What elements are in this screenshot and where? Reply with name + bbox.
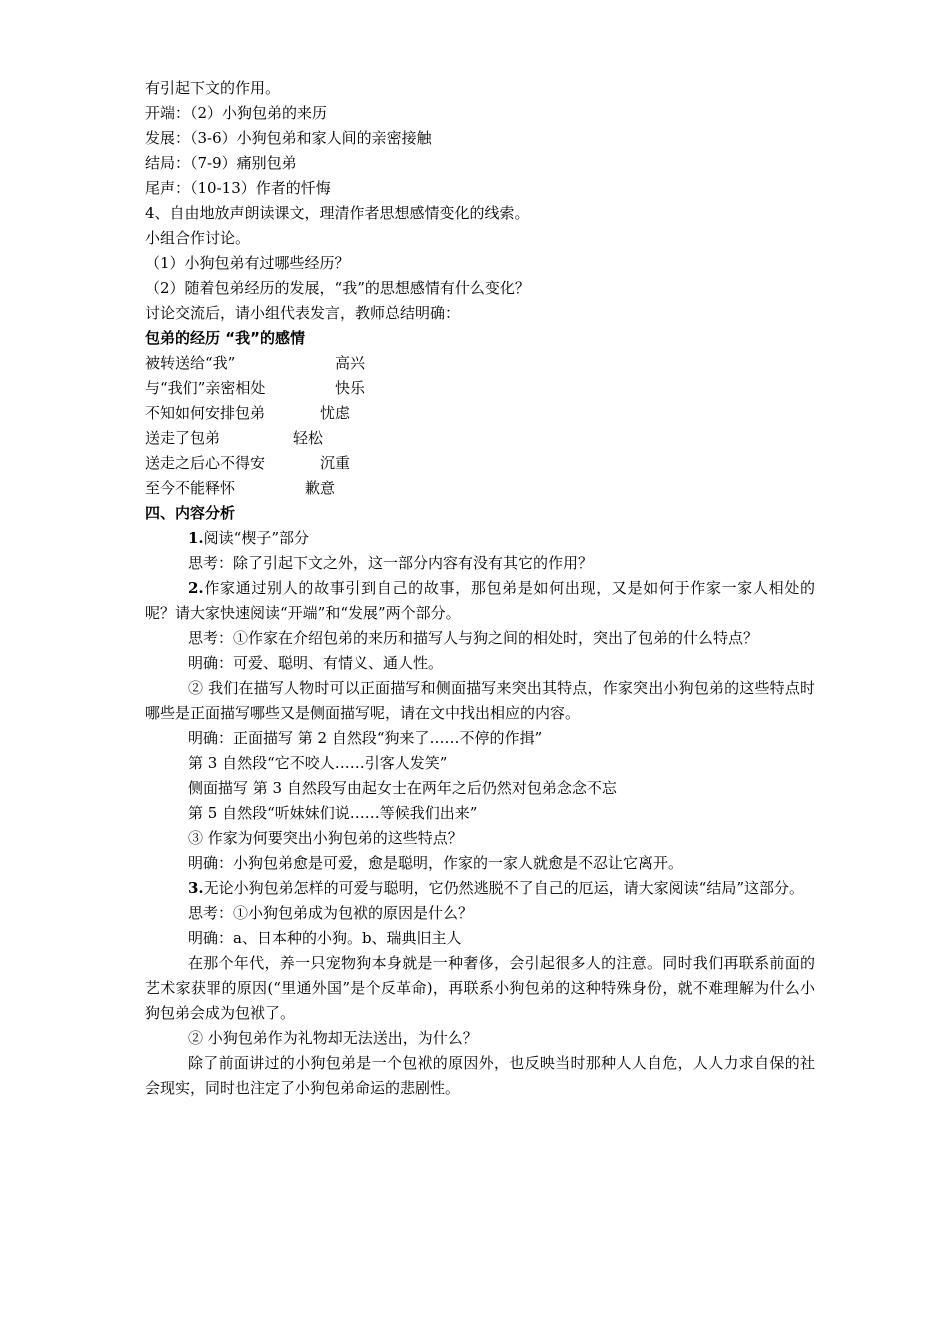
- paragraph-text: 阅读“楔子”部分: [203, 529, 310, 547]
- event-cell: 送走之后心不得安: [145, 454, 266, 472]
- document-body: [145, 76, 815, 1101]
- text-line: 发展：（3-6）小狗包弟和家人间的亲密接触: [145, 129, 432, 147]
- feeling-cell: 歉意: [305, 479, 336, 497]
- feeling-cell: 高兴: [335, 354, 366, 372]
- text-line: 开端：（2）小狗包弟的来历: [145, 104, 328, 122]
- table-row: [145, 351, 815, 376]
- paragraph: 第 3 自然段“它不咬人……引客人发笑”: [188, 754, 448, 772]
- table-row: [145, 476, 815, 501]
- event-cell: 至今不能释怀: [145, 479, 236, 497]
- event-cell: 不知如何安排包弟: [145, 404, 266, 422]
- table-row: [145, 401, 815, 426]
- text-line: 4、自由地放声朗读课文，理清作者思想感情变化的线索。: [145, 204, 530, 222]
- text-line: 结局：（7-9）痛别包弟: [145, 154, 297, 172]
- paragraph-text: 作家通过别人的故事引到自己的故事，那包弟是如何出现，又是如何于作家一家人相处的呢？请大家快速阅读“开端”和“发展”两个部分。: [145, 579, 815, 622]
- text-line: 小组合作讨论。: [145, 229, 251, 247]
- paragraph: 思考：除了引起下文之外，这一部分内容有没有其它的作用？: [188, 554, 594, 572]
- paragraph: 侧面描写 第 3 自然段写由起女士在两年之后仍然对包弟念念不忘: [188, 779, 617, 797]
- event-cell: 送走了包弟: [145, 429, 221, 447]
- text-line: （1）小狗包弟有过哪些经历？: [145, 254, 350, 272]
- paragraph: 思考：①作家在介绍包弟的来历和描写人与狗之间的相处时，突出了包弟的什么特点？: [188, 629, 759, 647]
- item-number: 3.: [188, 879, 204, 897]
- paragraph: 明确：可爱、聪明、有情义、通人性。: [188, 654, 444, 672]
- paragraph: 第 5 自然段“听妹妹们说……等候我们出来”: [188, 804, 478, 822]
- paragraph: 思考：①小狗包弟成为包袱的原因是什么？: [188, 904, 474, 922]
- table-row: [145, 376, 815, 401]
- paragraph: 明确：正面描写 第 2 自然段“狗来了……不停的作揖”: [188, 729, 543, 747]
- paragraph: [145, 876, 815, 901]
- text-line: 讨论交流后，请小组代表发言，教师总结明确：: [145, 304, 461, 322]
- paragraph: [145, 526, 815, 551]
- table-heading: 包弟的经历 “我”的感情: [145, 329, 305, 347]
- paragraph: 在那个年代，养一只宠物狗本身就是一种奢侈，会引起很多人的注意。同时我们再联系前面的艺术家获罪的原因(“里通外国”是个反革命)，再联系小狗包弟的这种特殊身份，就不难理解为什么小狗包弟会成为包袱了。: [145, 954, 815, 1022]
- feeling-cell: 沉重: [320, 454, 351, 472]
- paragraph: [145, 576, 815, 626]
- table-row: [145, 451, 815, 476]
- paragraph: 明确：小狗包弟愈是可爱，愈是聪明，作家的一家人就愈是不忍让它离开。: [188, 854, 684, 872]
- paragraph: ② 小狗包弟作为礼物却无法送出，为什么？: [188, 1029, 478, 1047]
- item-number: 2.: [188, 579, 204, 597]
- feeling-cell: 轻松: [293, 429, 324, 447]
- paragraph: ② 我们在描写人物时可以正面描写和侧面描写来突出其特点，作家突出小狗包弟的这些特点时哪些是正面描写哪些又是侧面描写呢，请在文中找出相应的内容。: [145, 679, 815, 722]
- table-row: [145, 426, 815, 451]
- event-cell: 被转送给“我”: [145, 354, 236, 372]
- item-number: 1.: [188, 529, 204, 547]
- paragraph: 明确：a、日本种的小狗。b、瑞典旧主人: [188, 929, 462, 947]
- feeling-cell: 快乐: [335, 379, 366, 397]
- text-line: 尾声：（10-13）作者的忏悔: [145, 179, 331, 197]
- section-title: 四、内容分析: [145, 504, 236, 522]
- text-line: 有引起下文的作用。: [145, 79, 281, 97]
- paragraph: 除了前面讲过的小狗包弟是一个包袱的原因外，也反映当时那种人人自危，人人力求自保的社会现实，同时也注定了小狗包弟命运的悲剧性。: [145, 1054, 815, 1097]
- paragraph-text: 无论小狗包弟怎样的可爱与聪明，它仍然逃脱不了自己的厄运，请大家阅读“结局”这部分。: [203, 879, 805, 897]
- paragraph: ③ 作家为何要突出小狗包弟的这些特点？: [188, 829, 463, 847]
- feeling-cell: 忧虑: [320, 404, 351, 422]
- text-line: （2）随着包弟经历的发展，“我”的思想感情有什么变化？: [145, 279, 530, 297]
- event-cell: 与“我们”亲密相处: [145, 379, 266, 397]
